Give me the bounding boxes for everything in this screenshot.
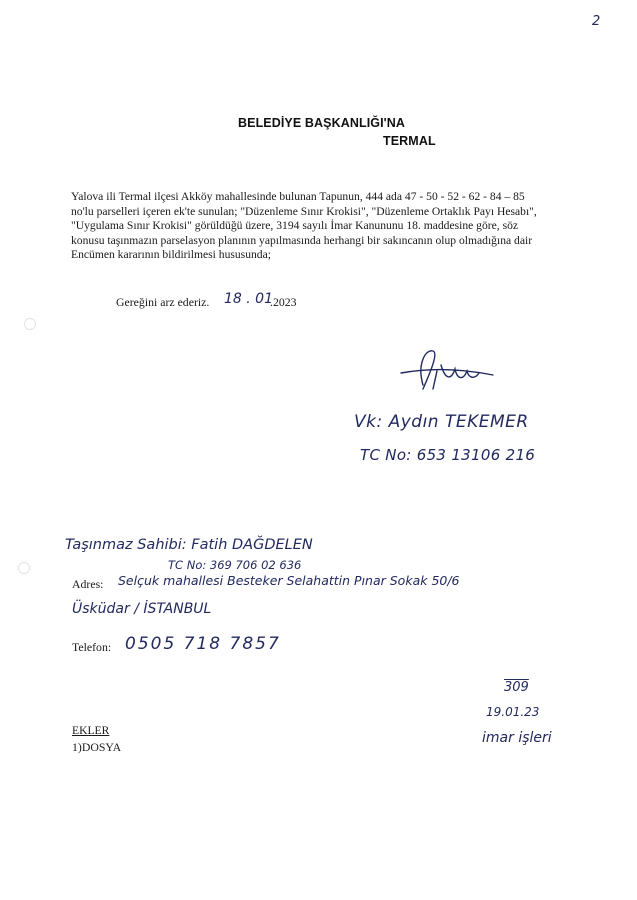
request-paragraph	[71, 190, 631, 263]
request-closing: Gereğini arz ederiz.	[116, 295, 210, 309]
proxy-id-line: TC No: 653 13106 216	[360, 446, 536, 464]
owner-line: Taşınmaz Sahibi: Fatih DAĞDELEN	[65, 537, 313, 553]
addressee-heading: BELEDİYE BAŞKANLIĞI'NA	[238, 116, 405, 130]
paragraph-line: konusu taşınmazın parselasyon planının yapılmasında herhangi bir sakıncanın olup olmadığına dair	[71, 233, 533, 247]
attachment-item: 1)DOSYA	[72, 740, 122, 754]
paragraph-line: Encümen kararının bildirilmesi hususunda;	[71, 248, 271, 262]
address-line-1: Selçuk mahallesi Besteker Selahattin Pınar Sokak 50/6	[118, 573, 460, 588]
date-handwritten: 18 . 01	[224, 291, 273, 307]
registry-office: imar işleri	[482, 730, 552, 746]
addressee-city: TERMAL	[383, 134, 436, 148]
attachments-heading: EKLER	[72, 724, 110, 737]
signature	[393, 345, 503, 400]
paragraph-line: no'lu parselleri içeren ek'te sunulan; "Düzenleme Sınır Krokisi", "Düzenleme Ortaklık Payı Hesabı",	[71, 204, 537, 218]
owner-id-line: TC No: 369 706 02 636	[168, 558, 302, 572]
scan-mark	[18, 562, 30, 574]
phone-value: 0505 718 7857	[125, 634, 281, 654]
address-line-2: Üsküdar / İSTANBUL	[72, 601, 212, 617]
paragraph-line: "Uygulama Sınır Krokisi" görüldüğü üzere, 3194 sayılı İmar Kanununu 18. maddesine göre, söz	[71, 219, 519, 233]
date-year: .2023	[270, 295, 297, 309]
registry-number: 309	[504, 680, 529, 695]
signature-scribble-icon	[393, 345, 503, 395]
proxy-line: Vk: Aydın TEKEMER	[354, 412, 529, 432]
paragraph-line: Yalova ili Termal ilçesi Akköy mahallesinde bulunan Tapunun, 444 ada 47 - 50 - 52 - 62 - 84 – 85	[71, 190, 525, 203]
address-label: Adres:	[72, 577, 104, 591]
page-number-mark: 2	[592, 14, 601, 29]
scan-mark	[24, 318, 36, 330]
registry-date: 19.01.23	[486, 705, 540, 719]
phone-label: Telefon:	[72, 640, 112, 654]
